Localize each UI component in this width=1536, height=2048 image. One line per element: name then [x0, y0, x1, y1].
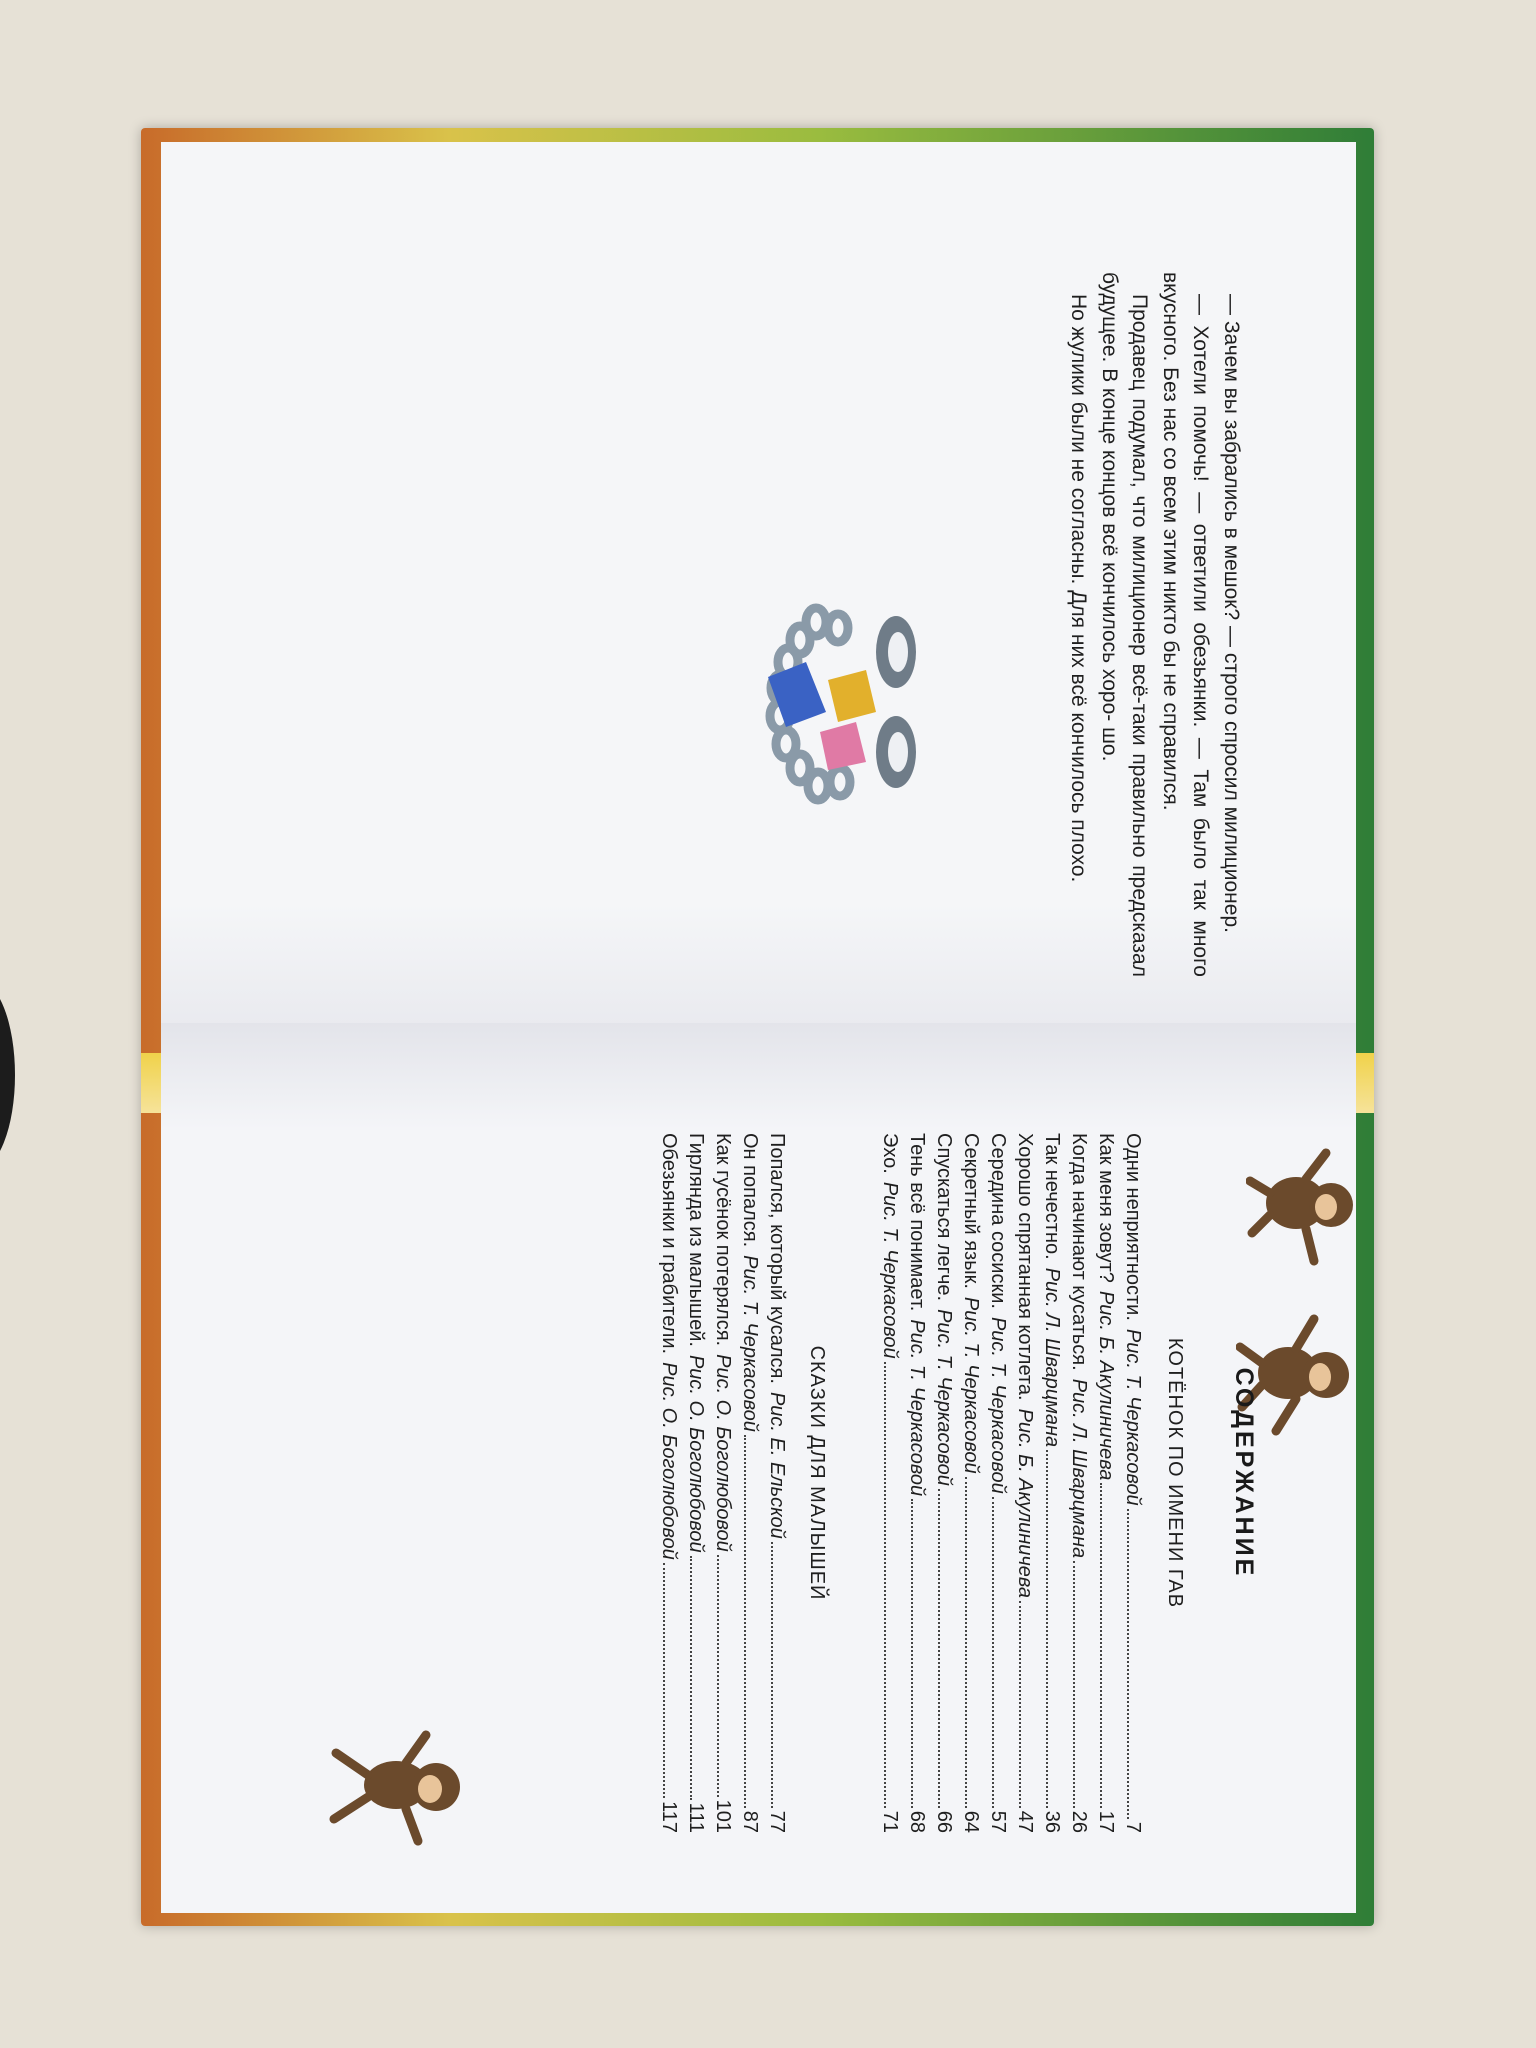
- toc-entry-title: Обезьянки и грабители.: [658, 1133, 680, 1355]
- toc-leader-dots: [663, 1563, 665, 1798]
- toc-entry-title: Эхо.: [879, 1133, 901, 1174]
- toc-entry-page: 47: [1014, 1810, 1036, 1833]
- toc-entry-illustrator: Рис. Т. Черкасовой: [987, 1316, 1009, 1494]
- toc-leader-dots: [1046, 1450, 1048, 1808]
- toc-leader-dots: [965, 1477, 967, 1808]
- toc-entry: [736, 1133, 763, 1833]
- toc-entry-illustrator: Рис. Т. Черкасовой: [933, 1309, 955, 1486]
- toc-leader-dots: [938, 1489, 940, 1808]
- toc-entry: [876, 1133, 903, 1833]
- toc-leader-dots: [884, 1362, 886, 1808]
- contents-title: СОДЕРЖАНИЕ: [1230, 1367, 1258, 1579]
- toc-entry: [1038, 1133, 1065, 1833]
- toc-entry-illustrator: Рис. О. Боголюбовой: [658, 1362, 680, 1560]
- toc-entry-illustrator: Рис. Т. Черкасовой: [879, 1181, 901, 1359]
- toc-entry-page: 66: [933, 1810, 955, 1833]
- toc-entry-title: Одни неприятности.: [1122, 1133, 1144, 1321]
- story-text: [1063, 272, 1246, 977]
- toc-entry-illustrator: Рис. Т. Черкасовой: [739, 1255, 761, 1432]
- story-paragraph: Но жулики были не согласны. Для них всё кончилось плохо.: [1067, 294, 1091, 883]
- toc-list: [876, 1133, 1146, 1833]
- toc-entry-illustrator: Рис. Л. Шварцмана: [1068, 1378, 1090, 1559]
- toc-leader-dots: [744, 1435, 746, 1808]
- toc-entry-page: 7: [1122, 1821, 1144, 1833]
- toc-entry-illustrator: Рис. Т. Черкасовой: [960, 1296, 982, 1474]
- toc-entry-page: 101: [712, 1799, 734, 1833]
- toc-entry-illustrator: Рис. Е. Ельской: [766, 1391, 788, 1539]
- toc-leader-dots: [992, 1497, 994, 1808]
- story-paragraph: Продавец подумал, что милиционер всё-таки правильно предсказал будущее. В конце концов всё кончилось хоро- шо.: [1098, 272, 1152, 977]
- toc-list: [655, 1133, 790, 1833]
- toc-entry-title: Попался, который кусался.: [766, 1133, 788, 1384]
- monkey-illustration: [1246, 1143, 1356, 1273]
- toc-entry: [709, 1133, 736, 1833]
- toc-entry-illustrator: Рис. О. Боголюбовой: [712, 1354, 734, 1552]
- toc-entry-page: 77: [766, 1810, 788, 1833]
- toc-entry-illustrator: Рис. Л. Шварцмана: [1041, 1267, 1063, 1448]
- toc-entry-title: Он попался.: [739, 1133, 761, 1248]
- toc-entry-page: 57: [987, 1810, 1009, 1833]
- handcuffs-with-candies-illustration: [726, 592, 926, 812]
- left-page: [161, 142, 1356, 1038]
- toc-entry-page: 68: [906, 1810, 928, 1833]
- toc-entry: [903, 1133, 930, 1833]
- toc-entry-title: Как гусёнок потерялся.: [712, 1133, 734, 1347]
- toc-entry-page: 64: [960, 1810, 982, 1833]
- toc-entry-title: Середина сосиски.: [987, 1133, 1009, 1309]
- toc-entry-page: 111: [685, 1802, 707, 1833]
- toc-entry-illustrator: Рис. Б. Акулиничева: [1014, 1408, 1036, 1598]
- toc-entry: [1092, 1133, 1119, 1833]
- pink-candy: [820, 722, 866, 770]
- right-page: [161, 1023, 1356, 1913]
- toc-entry-title: Спускаться легче.: [933, 1133, 955, 1302]
- toc-leader-dots: [1100, 1483, 1102, 1807]
- toc-entry-page: 17: [1095, 1810, 1117, 1833]
- toc-entry: [1065, 1133, 1092, 1833]
- section-heading: КОТЁНОК ПО ИМЕНИ ГАВ: [1164, 1337, 1186, 1609]
- toc-entry-title: Тень всё понимает.: [906, 1133, 928, 1312]
- monkey-illustration: [326, 1723, 476, 1853]
- section-heading: СКАЗКИ ДЛЯ МАЛЫШЕЙ: [806, 1345, 828, 1601]
- toc-entry-page: 36: [1041, 1810, 1063, 1833]
- toc-leader-dots: [771, 1542, 773, 1808]
- toc-entry-illustrator: Рис. Т. Черкасовой: [1122, 1328, 1144, 1506]
- handcuff-ring: [876, 716, 916, 788]
- background-object: [0, 980, 15, 1170]
- toc-entry: [957, 1133, 984, 1833]
- toc-leader-dots: [911, 1499, 913, 1808]
- toc-entry: [1011, 1133, 1038, 1833]
- toc-entry-title: Хорошо спрятанная котлета.: [1014, 1133, 1036, 1401]
- toc-entry-page: 26: [1068, 1810, 1090, 1833]
- yellow-candy: [828, 670, 876, 722]
- open-book: [141, 128, 1374, 1926]
- toc-entry-illustrator: Рис. Б. Акулиничева: [1095, 1290, 1117, 1481]
- toc-leader-dots: [690, 1556, 692, 1800]
- handcuff-ring: [876, 616, 916, 688]
- toc-entry-title: Секретный язык.: [960, 1133, 982, 1289]
- toc-entry-title: Когда начинают кусаться.: [1068, 1133, 1090, 1371]
- toc-entry-page: 117: [658, 1801, 680, 1833]
- toc-entry-title: Гирлянда из малышей.: [685, 1133, 707, 1347]
- toc-leader-dots: [1073, 1561, 1075, 1808]
- toc-leader-dots: [717, 1555, 719, 1797]
- toc-entry-page: 71: [879, 1810, 901, 1833]
- toc-entry: [682, 1133, 709, 1833]
- toc-entry-illustrator: Рис. Т. Черкасовой: [906, 1319, 928, 1497]
- toc-entry-illustrator: Рис. О. Боголюбовой: [685, 1354, 707, 1553]
- story-paragraph: — Хотели помочь! — ответили обезьянки. — Там было так много вкусного. Без нас со всем этим никто бы не справился.: [1159, 272, 1213, 977]
- toc-entry: [1119, 1133, 1146, 1833]
- toc-entry-title: Так нечестно.: [1041, 1133, 1063, 1260]
- toc-entry-page: 87: [739, 1810, 761, 1833]
- toc-leader-dots: [1019, 1601, 1021, 1808]
- toc-entry: [655, 1133, 682, 1833]
- toc-entry-title: Как меня зовут?: [1095, 1133, 1117, 1283]
- toc-entry: [984, 1133, 1011, 1833]
- toc-entry: [763, 1133, 790, 1833]
- toc-leader-dots: [1127, 1509, 1129, 1819]
- toc-entry: [930, 1133, 957, 1833]
- story-paragraph: — Зачем вы забрались в мешок? — строго спросил милиционер.: [1220, 294, 1243, 933]
